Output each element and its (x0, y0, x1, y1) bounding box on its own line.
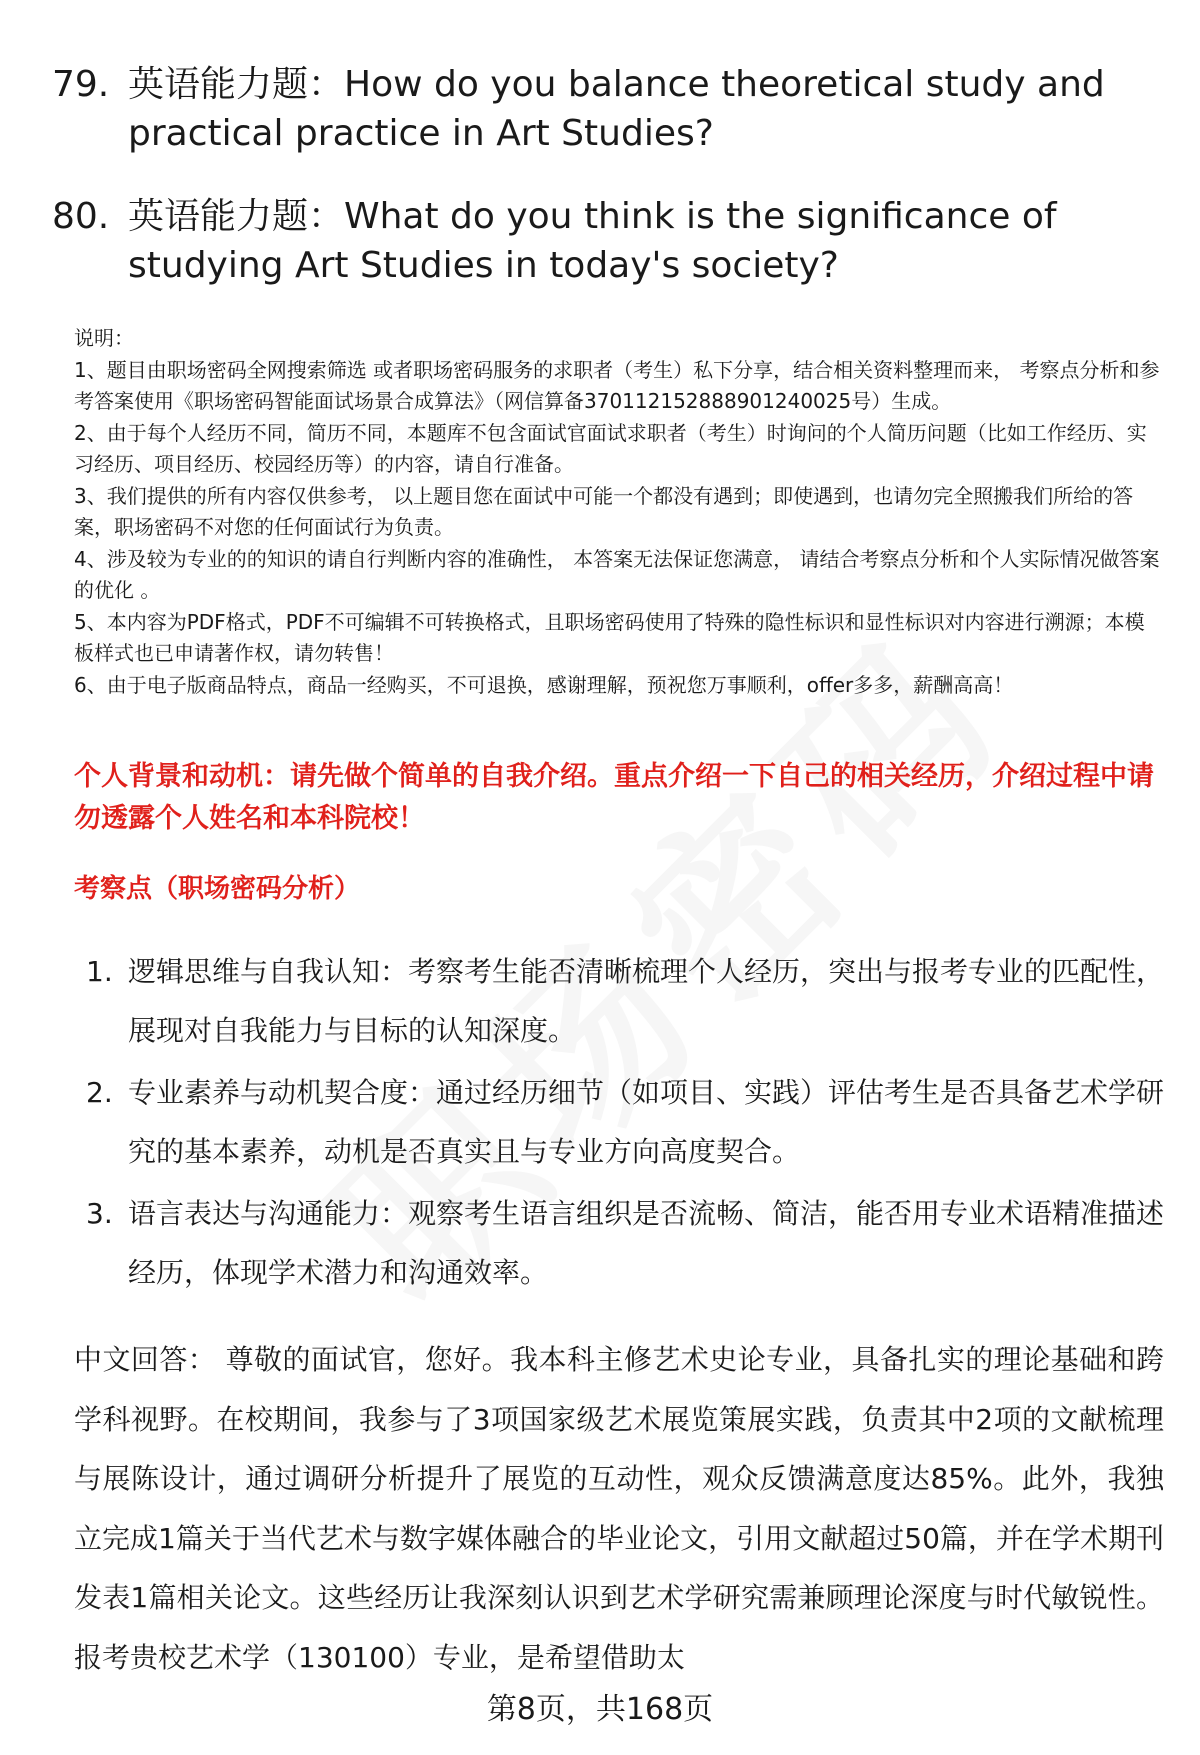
note-item: 2、由于每个人经历不同，简历不同，本题库不包含面试官面试求职者（考生）时询问的个人简历问题（比如工作经历、实习经历、项目经历、校园经历等）的内容，请自行准备。 (74, 420, 1147, 476)
point-text: 语言表达与沟通能力：观察考生语言组织是否流畅、简洁，能否用专业术语精准描述经历，体现学术潜力和沟通效率。 (128, 1197, 1165, 1289)
section-question-title: 个人背景和动机：请先做个简单的自我介绍。重点介绍一下自己的相关经历，介绍过程中请勿透露个人姓名和本科院校！ (74, 761, 1154, 834)
point-text: 逻辑思维与自我认知：考察考生能否清晰梳理个人经历，突出与报考专业的匹配性，展现对自我能力与目标的认知深度。 (128, 955, 1165, 1047)
note-item: 6、由于电子版商品特点，商品一经购买，不可退换，感谢理解，预祝您万事顺利，offer多多，薪酬高高！ (74, 672, 1014, 697)
chinese-answer: 中文回答： 尊敬的面试官，您好。我本科主修艺术史论专业，具备扎实的理论基础和跨学科视野。在校期间，我参与了3项国家级艺术展览策展实践，负责其中2项的文献梳理与展陈设计，通过调研分析提升了展览的互动性，观众反馈满意度达85%。此外，我独立完成1篇关于当代艺术与数字媒体融合的毕业论文，引用文献超过50篇，并在学术期刊发表1篇相关论文。这些经历让我深刻认识到艺术学研究需兼顾理论深度与时代敏锐性。报考贵校艺术学（130100）专业，是希望借助太 (74, 1343, 1164, 1674)
page-number: 第8页，共168页 (486, 1692, 714, 1727)
analysis-point (86, 942, 1166, 1060)
point-number: 2. (86, 1076, 113, 1109)
analysis-points-list (86, 942, 1166, 1305)
analysis-point (86, 1184, 1166, 1302)
question-text: 英语能力题：How do you balance theoretical study and practical practice in Art Studies? (128, 64, 1105, 154)
question-number: 80. (52, 196, 110, 237)
question-text: 英语能力题：What do you think is the significance of studying Art Studies in today's society? (128, 196, 1057, 286)
note-item: 1、题目由职场密码全网搜索筛选 或者职场密码服务的求职者（考生）私下分享，结合相关资料整理而来， 考察点分析和参考答案使用《职场密码智能面试场景合成算法》（网信算备370112152888901240025号）生成。 (74, 357, 1160, 413)
note-item: 4、涉及较为专业的的知识的请自行判断内容的准确性， 本答案无法保证您满意， 请结合考察点分析和个人实际情况做答案的优化 。 (74, 546, 1160, 602)
analysis-heading: 考察点（职场密码分析） (74, 874, 361, 904)
question-number: 79. (52, 64, 110, 105)
note-item: 5、本内容为PDF格式，PDF不可编辑不可转换格式，且职场密码使用了特殊的隐性标识和显性标识对内容进行溯源；本模板样式也已申请著作权，请勿转售！ (74, 609, 1145, 665)
analysis-point (86, 1063, 1166, 1181)
disclaimer-notes (74, 323, 1164, 701)
notes-heading: 说明： (74, 326, 134, 350)
point-number: 1. (86, 955, 113, 988)
note-item: 3、我们提供的所有内容仅供参考， 以上题目您在面试中可能一个都没有遇到；即使遇到，也请勿完全照搬我们所给的答案，职场密码不对您的任何面试行为负责。 (74, 483, 1134, 539)
point-number: 3. (86, 1197, 113, 1230)
point-text: 专业素养与动机契合度：通过经历细节（如项目、实践）评估考生是否具备艺术学研究的基本素养，动机是否真实且与专业方向高度契合。 (128, 1076, 1165, 1168)
